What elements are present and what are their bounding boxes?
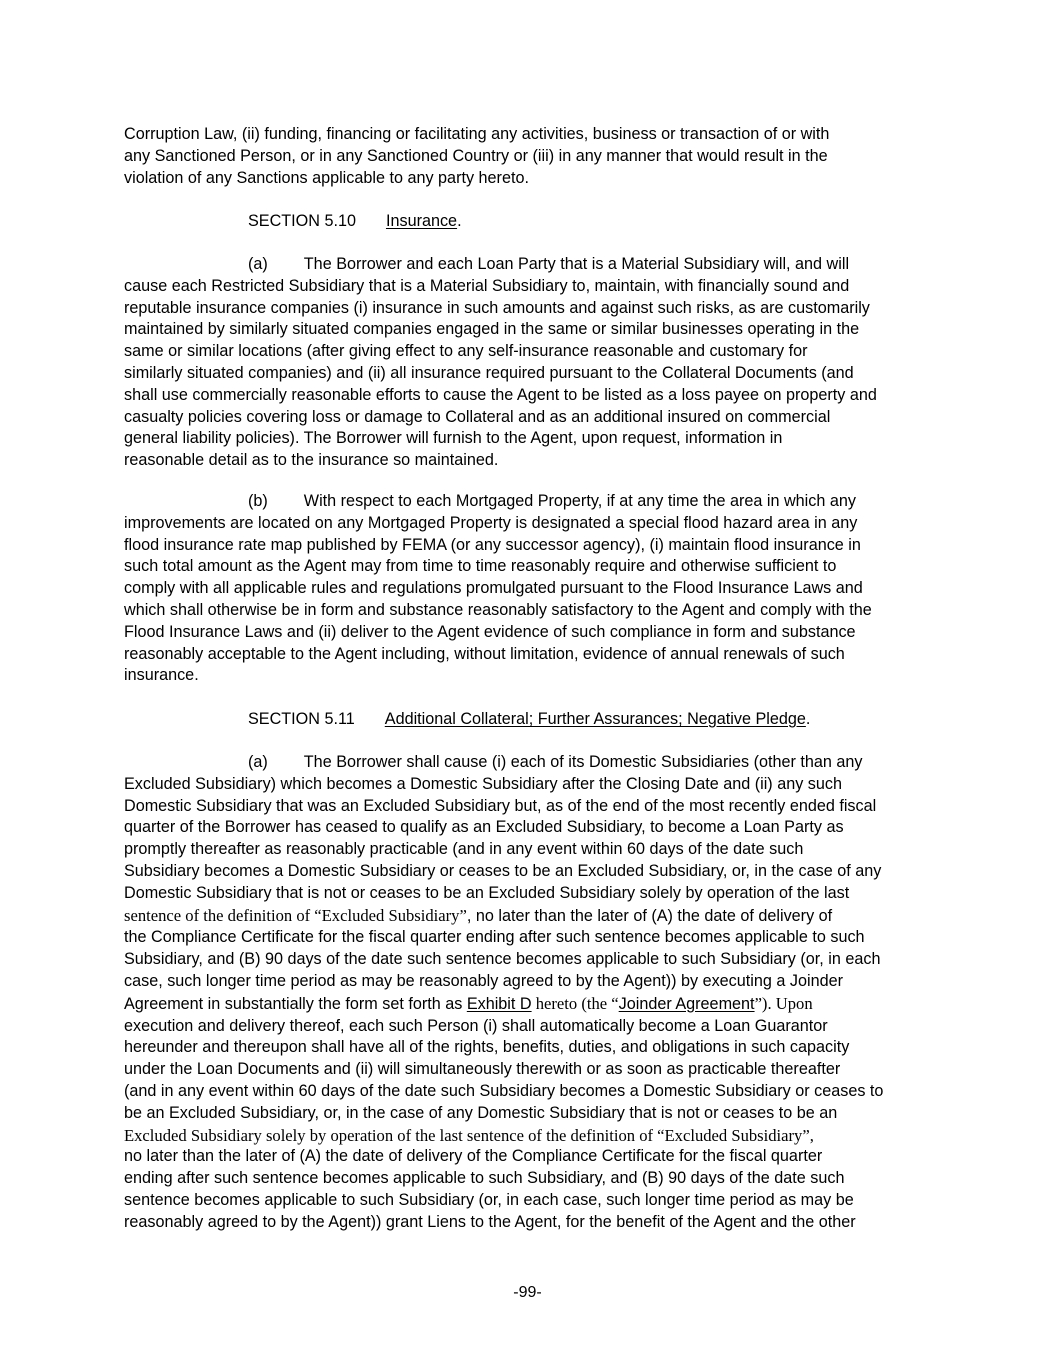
section-title: Insurance [385, 212, 458, 230]
text-line: Domestic Subsidiary that was an Excluded Subsidiary but, as of the end of the most recently ended fiscal [124, 796, 877, 815]
serif-text: sentence of the definition of “Excluded Subsidiary” [124, 905, 467, 925]
text-segment: Agreement in substantially the form set forth as [124, 994, 467, 1013]
section-5-10-paragraph-b [124, 491, 929, 687]
text-line: With respect to each Mortgaged Property, if at any time the area in which any [303, 492, 856, 510]
text-line: insurance. [124, 666, 199, 685]
paragraph-marker: (b) [248, 492, 268, 510]
text-line: no later than the later of (A) the date of delivery of the Compliance Certificate for the fiscal quarter [124, 1147, 823, 1166]
section-number: SECTION 5.11 [248, 710, 355, 728]
section-title-suffix: . [457, 212, 462, 230]
text-line: under the Loan Documents and (ii) will simultaneously therewith or as soon as practicable thereafter [124, 1060, 841, 1079]
text-line: violation of any Sanctions applicable to any party hereto. [124, 168, 529, 187]
text-line-mixed [124, 905, 929, 928]
section-5-11-paragraph-a [124, 752, 929, 1234]
text-line: any Sanctioned Person, or in any Sanctioned Country or (iii) in any manner that would result in the [124, 146, 828, 165]
section-title: Additional Collateral; Further Assurances; Negative Pledge [384, 710, 806, 728]
section-number: SECTION 5.10 [248, 212, 356, 230]
text-line: promptly thereafter as reasonably practicable (and in any event within 60 days of the date such [124, 840, 804, 859]
text-line: Corruption Law, (ii) funding, financing or facilitating any activities, business or transaction of or with [124, 125, 830, 143]
text-line: The Borrower shall cause (i) each of its Domestic Subsidiaries (other than any [303, 753, 863, 771]
text-line: be an Excluded Subsidiary, or, in the case of any Domestic Subsidiary that is not or ceases to be an [124, 1103, 838, 1122]
text-line: Flood Insurance Laws and (ii) deliver to the Agent evidence of such compliance in form and substance [124, 622, 856, 641]
section-5-10-paragraph-a [124, 254, 929, 472]
text-line: reasonable detail as to the insurance so maintained. [124, 451, 499, 470]
text-line: improvements are located on any Mortgaged Property is designated a special flood hazard area in any [124, 513, 858, 532]
page-number: -99- [513, 1284, 542, 1301]
serif-text: hereto (the “ [531, 993, 619, 1013]
text-segment: , no later than the later of (A) the date of delivery of [466, 906, 833, 925]
text-line: flood insurance rate map published by FEMA (or any successor agency), (i) maintain flood insurance in [124, 535, 861, 554]
text-line: the Compliance Certificate for the fiscal quarter ending after such sentence becomes applicable to such [124, 928, 865, 947]
text-line: shall use commercially reasonable efforts to cause the Agent to be listed as a loss payee on property and [124, 385, 877, 404]
text-line-mixed [124, 993, 929, 1016]
text-line: maintained by similarly situated companies engaged in the same or similar businesses operating in the [124, 320, 860, 339]
text-line: general liability policies). The Borrower will furnish to the Agent, upon request, information in [124, 429, 783, 448]
section-title-suffix: . [805, 710, 811, 728]
serif-text: ”). Upon [754, 993, 813, 1013]
text-line: Subsidiary becomes a Domestic Subsidiary or ceases to be an Excluded Subsidiary, or, in the case of any [124, 861, 882, 880]
text-line: Excluded Subsidiary) which becomes a Domestic Subsidiary after the Closing Date and (ii) any such [124, 774, 842, 793]
text-line-serif: Excluded Subsidiary solely by operation of the last sentence of the definition of “Excluded Subsidiary”, [124, 1125, 814, 1145]
text-line: ending after such sentence becomes applicable to such Subsidiary, and (B) 90 days of the date such [124, 1169, 845, 1188]
text-line: casualty policies covering loss or damage to Collateral and as an additional insured on commercial [124, 407, 831, 426]
text-line: comply with all applicable rules and regulations promulgated pursuant to the Flood Insurance Laws and [124, 579, 863, 598]
text-line: case, such longer time period as may be reasonably agreed to by the Agent)) by executing a Joinder [124, 971, 843, 990]
text-line: The Borrower and each Loan Party that is a Material Subsidiary will, and will [303, 255, 850, 273]
text-line: execution and delivery thereof, each such Person (i) shall automatically become a Loan Guarantor [124, 1016, 828, 1035]
text-line: reasonably agreed to by the Agent)) grant Liens to the Agent, for the benefit of the Agent and the other [124, 1212, 856, 1231]
text-line: Subsidiary, and (B) 90 days of the date such sentence becomes applicable to such Subsidiary (or, in each [124, 950, 881, 969]
text-line: such total amount as the Agent may from time to time reasonably require and otherwise sufficient to [124, 557, 837, 576]
exhibit-reference: Exhibit D [466, 994, 532, 1013]
text-line: same or similar locations (after giving effect to any self-insurance reasonable and customary for [124, 342, 808, 361]
text-line: Domestic Subsidiary that is not or ceases to be an Excluded Subsidiary solely by operation of the last [124, 883, 850, 902]
text-line: cause each Restricted Subsidiary that is a Material Subsidiary to, maintain, with financially sound and [124, 276, 850, 295]
text-line: quarter of the Borrower has ceased to qualify as an Excluded Subsidiary, to become a Loan Party as [124, 818, 844, 837]
text-line: which shall otherwise be in form and substance reasonably satisfactory to the Agent and comply with the [124, 600, 872, 619]
intro-paragraph [124, 124, 929, 189]
text-line: similarly situated companies) and (ii) all insurance required pursuant to the Collateral Documents (and [124, 363, 854, 382]
section-5-11-heading [124, 709, 929, 731]
defined-term: Joinder Agreement [618, 994, 755, 1013]
text-line: reasonably acceptable to the Agent including, without limitation, evidence of annual renewals of such [124, 644, 845, 663]
paragraph-marker: (a) [248, 255, 268, 273]
text-line: (and in any event within 60 days of the date such Subsidiary becomes a Domestic Subsidiary or ceases to [124, 1081, 884, 1100]
paragraph-marker: (a) [248, 753, 268, 771]
text-line: sentence becomes applicable to such Subsidiary (or, in each case, such longer time period as may be [124, 1190, 854, 1209]
section-5-10-heading [124, 211, 929, 233]
text-line: reputable insurance companies (i) insurance in such amounts and against such risks, as are customarily [124, 298, 870, 317]
text-line: hereunder and thereupon shall have all of the rights, benefits, duties, and obligations in such capacity [124, 1038, 850, 1057]
